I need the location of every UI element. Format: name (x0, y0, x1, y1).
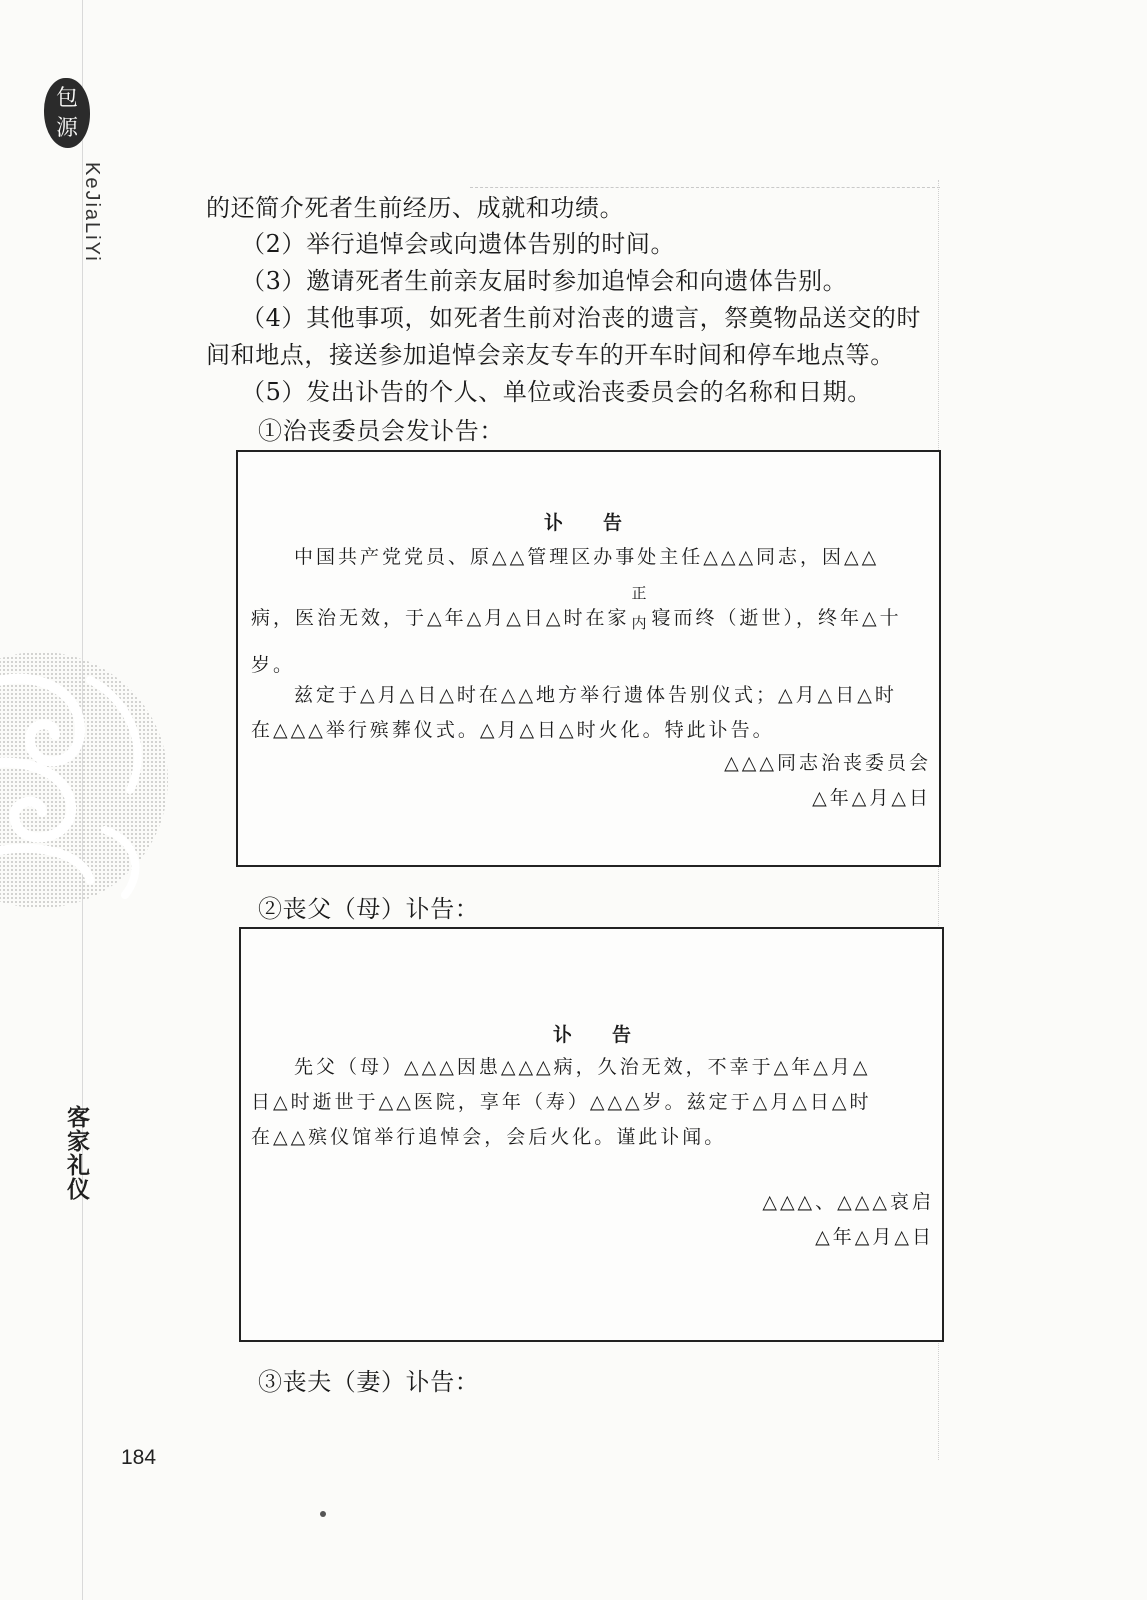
notice-signature: △△△同志治丧委员会 (724, 752, 931, 774)
body-line: （2）举行追悼会或向遗体告别的时间。 (241, 230, 676, 258)
obituary-notice-parent (239, 927, 944, 1342)
notice-signature: △△△、△△△哀启 (762, 1191, 934, 1213)
section-heading: ①治丧委员会发讣告： (258, 417, 504, 445)
body-line: （3）邀请死者生前亲友届时参加追悼会和向遗体告别。 (241, 267, 848, 295)
notice-line: 中国共产党党员、原△△管理区办事处主任△△△同志，因△△ (294, 546, 880, 568)
notice-title: 讣告 (544, 512, 663, 534)
variant-top: 正 (631, 584, 647, 602)
notice-line: 在△△殡仪馆举行追悼会，会后火化。谨此讣闻。 (251, 1126, 727, 1148)
side-chapter-title: 客家礼仪 (63, 1105, 89, 1201)
notice-title: 讣告 (553, 1024, 672, 1046)
body-line: 间和地点，接送参加追悼会亲友专车的开车时间和停车地点等。 (206, 341, 895, 369)
notice-line: 兹定于△月△日△时在△△地方举行遗体告别仪式；△月△日△时 (294, 684, 897, 706)
scan-speck (320, 1511, 326, 1517)
notice-line: 先父（母）△△△因患△△△病，久治无效，不幸于△年△月△ (294, 1056, 871, 1078)
seal-glyph: 包 (55, 86, 78, 111)
section-heading: ③丧夫（妻）讣告： (258, 1368, 480, 1396)
notice-text: 病，医治无效，于△年△月△日△时在家 (251, 607, 630, 629)
notice-date: △年△月△日 (815, 1226, 934, 1248)
side-running-title: KeJiaLiYi (81, 162, 103, 263)
section-heading: ②丧父（母）讣告： (258, 895, 480, 923)
notice-text: 寝而终（逝世），终年△十 (651, 607, 902, 629)
decorative-cloud-emblem-icon (0, 640, 170, 920)
body-line: （4）其他事项，如死者生前对治丧的遗言，祭奠物品送交的时 (241, 304, 922, 332)
notice-line: 岁。 (251, 654, 296, 676)
obituary-notice-committee (236, 450, 941, 867)
stacked-variant (629, 584, 651, 632)
seal-logo (44, 78, 90, 148)
page-number: 184 (121, 1446, 157, 1469)
scan-artifact-line (470, 187, 940, 188)
body-line: （5）发出讣告的个人、单位或治丧委员会的名称和日期。 (241, 378, 872, 406)
notice-date: △年△月△日 (812, 787, 931, 809)
notice-line: 在△△△举行殡葬仪式。△月△日△时火化。特此讣告。 (251, 719, 775, 741)
notice-line: 日△时逝世于△△医院，享年（寿）△△△岁。兹定于△月△日△时 (251, 1091, 872, 1113)
seal-glyph: 源 (55, 116, 78, 141)
body-line: 的还简介死者生前经历、成就和功绩。 (206, 194, 625, 222)
notice-line (251, 584, 902, 632)
variant-bottom: 内 (631, 614, 647, 632)
